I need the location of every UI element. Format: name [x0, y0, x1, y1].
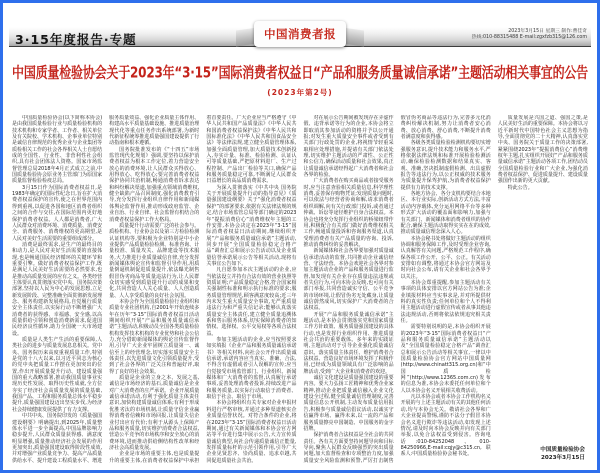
article-paragraph: 质量发展是兴国之道、强国之策,是人民美好生活的重要保障。本协会将以习近平新时代中国特色社会主义思想为指导,全面贯彻党的二十大精神,认真落实党中央、国务院关于质量工作的决策部署,紧紧围绕2023年“提振消费信心”消费维权年主题,扎实组织开展好“产品和服务质量诚信承诺”主题活动各项工作,团结动员全国质量检验行业和广大企业,为强化消费者权益保护、促进质量提升、建设质量强国作出新的更大贡献。 — [497, 115, 588, 185]
article-paragraph: 各地方协会、各分支机构要结合本地区、本行业实际,创新活动方式方法,丰富活动内容载体,充分运用网络平台等多种形式扩大活动的覆盖面和影响力,加强与有关部门、新闻媒体和消费者组织的协作配合,确保主题活动取得实实在在的成效,推动质量诚信理念深入人心。 — [400, 191, 491, 236]
article-paragraph: 质量提升行动需要广泛的社会参与。质检机构、行业协会以及第三方检验检测认证机构等,要积极为企业特别是中小企业提供产品质量检验检测、标准咨询、计量校准、质量攻关、品牌建设等技术服务,大力推进行业质量诚信自律,充分发挥新闻媒体舆论宣传和监督引导作用,用质量倒逼机制促进质量提升,依法曝光制售假冒伪劣商品等质量违法行为,让人民群众切实感受到质量提升行动的成果和变化,共同营造人人关心质量、人人创造质量、人人享受质量的良好社会氛围。 — [109, 222, 200, 299]
article-paragraph: 对在展示公告期间被发现存在弄虚作假、违背承诺等行为的企业,本协会将立即取消其参加活动的资格并予以公开通报;对发生重大质量安全事件或者受到有关部门行政处罚的企业,将视情节轻重采取相应处理措施,并提请有关部门依法处理,切实维护主题活动的严肃性、公正性和公信力,确保活动质量和社会效果,真正让质量诚信承诺经得起广大消费者和社会各界的检验。 — [303, 115, 394, 179]
date-line: 2023年3月15日 星期三 制作:曹佳奇 — [508, 29, 587, 34]
article-paragraph: 新闻媒体和社会各界要加强对质量诚信承诺活动的监督,共同推动企业诚信经营、守法经营。本协会欢迎社会各界对参加主题活动企业的产品和服务质量进行监督,如发现有关企业存在质量违法违规或者失信行为,可向本协会反映,也可向有关部门举报,共同营造诚实守信、公平竞争的市场环境,让假冒伪劣无处藏身,让质量诚信蔚然成风,切实保护广大消费者的合法权益。 — [303, 248, 394, 312]
article-paragraph: 广大消费者在购买商品或者接受服务时,应当注意查验相关质量信息,科学理性消费,妥善保存购物凭证;发现质量问题时,可以依法与经营者协商和解,请求消费者组织调解,向有关行政部门投诉,或者通过仲裁、诉讼等途径维护自身合法权益。本协会也将充分发挥行业组织的桥梁纽带作用,积极配合有关部门做好消费维权相关工作,畅通质量投诉和咨询服务渠道,认真受理消费者有关产品质量的咨询、投诉,推动消费纠纷的妥善解决。 — [303, 178, 394, 248]
section-label: 3·15年度报告·专题 — [15, 32, 137, 47]
article-paragraph: 本协会秘书处将做好主题活动的组织协调和服务保障工作,及时受理企业咨询,认真解答有关问题,严格规范工作程序,确保各项工作公开、公平、公正。有关活动安排如有调整,将通过本协会官方网站及时向社会公布,请有关企业和社会各界予以关注。 — [400, 235, 491, 280]
page-header — [3, 24, 597, 49]
article-paragraph: 特此公告。 — [507, 184, 533, 191]
contact-line: 热线:010-88315488 E-mail:zgxfzb315@126.com — [471, 35, 587, 41]
article-paragraph: 保护消费者合法权益是全社会的共同责任。各有关方面要坚持问题导向和目标导向,聚焦人民群众反映强烈的突出质量问题,加大监督检查和专项整治力度,加强质量安全风险监测和预警,严厉打击制售假冒伪劣商品等违法行为,完善多元化消费纠纷解决机制,努力让消费者安心消费、放心消费、舒心消费,不断提升消费者满意度和获得感。 — [303, 115, 491, 464]
article-paragraph: 本协会将组织有关专家对企业申报材料进行严格审核,并通过多种渠道核实企业质量信誉状况。对符合条件的企业,将在2023年“3·15”国际消费者权益日活动期间,通过有关新闻媒体和本协会官方网站等平台进行集中展示公告,大力宣传质量诚信典型,向社会传递质量诚信正能量,发挥质量标杆的示范引领作用,引导广大企业见贤思齐、崇尚质量、追求卓越,共同促进质量社会共治。 — [206, 400, 297, 464]
article-paragraph: 凡以本协会或者本协会工作机构名义开展的与上述主题活动有关的其他任何活动,均与本协会无关。敬请社会各界和广大企业提高警惕,谨防不法分子假冒本协会名义进行欺诈等违法活动,如发现上述情况,请及时向本协会反映并向有关部门举报,以免合法权益受到侵害。咨询电话:010-84252048、010-84250966,E-mail:cqjy@c315.cn,联系人:中国质量检验协会秘书处。 — [400, 394, 491, 458]
article-paragraph: 开展“产品和服务质量诚信承诺”主题活动,是本协会贯彻落实党和国家质量工作方针政策、服务质量强国建设的具体行动,也是发挥行业组织作用、推进质量社会共治的重要载体。多年来的实践证明,主题活动对于引导企业强化质量诚信意识、落实质量主体责任、维护消费者合法权益、营造良好市场环境发挥了积极作用,已经成为质量领域具有广泛影响的品牌活动,受到广大企业和消费者的欢迎。 — [303, 311, 394, 375]
article-paragraph: 中国质量检验协会(以下简称本协会)是由我国质量检验行业与质量检验机构的技术机构和专家学者、工作者、相关单位及有关院校、学术机构、企事业单位特别是诚信自律规范的优秀企业与企业集团等质检相关工作的社会各界相关人士自愿结成的全国性、行业性、非营利性社会组织,具有社会团体法人资格。国家市场监督管理总局2018年4月正式成立之前,中国质量检验协会原业务主管部门为原国家质量监督检验检疫总局。 — [12, 115, 103, 185]
signature-org: 中国质量检验协会 — [540, 447, 585, 453]
article-paragraph: 3月15日作为国际消费者权益日,是1983年确定的国际性纪念日,旨在扩大消费者权益保护的宣传,使之在世界范围内得到重视,以促进各国和地区消费者组织之间的合作与交往,在国际范围内更好地保护消费者权益。人人都是消费者,广大人民群众对消费环境、消费质量、消费安全、消费服务、消费维权的更高期望,是人民对美好生活需要的重要组成部分。 — [12, 184, 103, 242]
article-paragraph: 质量是企业的立身之本、发展之基,诚信是市场经济的基石,质量诚信是企业对广大消费者的庄严承诺。企业开展质量诚信承诺活动,有利于强化质量主体责任意识,加快构建质量诚信体系;有利于形成优胜劣汰的市场机制,让质量守信企业赢得消费者信赖和市场回报,让质量失信企业付出应有代价;有利于从源头上保障产品和服务质量,切实维护消费者合法权益,营造公平竞争的市场秩序和安全放心的消费环境,进而推动供给侧结构性改革和经济社会高质量发展。 — [109, 375, 200, 451]
article-paragraph: 为深入贯彻落实《中共中央 国务院关于开展质量提升行动的指导意见》《质量强国建设纲要》关于“强化消费者权益保护”的部署要求,依据有关法律法规的规定,结合市场监管总局等部门确定的2023年“提振消费信心”消费维权年主题的工作安排,本协会决定在2023年“3·15”国际消费者权益日活动期间,继续组织开展“产品和服务质量诚信承诺”主题活动,同步开展“全国质量检验稳定合格产品”调查汇总和展示公告活动以及企业质量信誉承诺展示公告等相关活动,现将有关事宜公告如下。 — [206, 184, 297, 267]
article-paragraph: 企业是市场的重要主体,也是质量提升的重要主体,在消费者权益保护中承担着首要责任。广大企业应当严格遵守《中华人民共和国产品质量法》《中华人民共和国消费者权益保护法》《中华人民共和国标准化法》《中华人民共和国食品安全法》等法律法规,建立健全质量管理体系,加强全面质量管理,加大质量技术创新投入,夯实计量、标准、检验检测、认证认可等质量基础,严把原材料进厂、生产过程控制、产品出厂检验等关口,确保产品和服务质量稳定可靠,不断满足人民群众日益增长的高品质消费需求。 — [109, 115, 297, 464]
masthead-title: 中国消费者报 — [264, 27, 336, 41]
article-columns — [12, 115, 588, 466]
article-paragraph: 诚信文化建设是质量强国建设的重要内容。要大力弘扬工匠精神和优秀企业家精神,推动企业把质量诚信融入企业文化建设全过程,健全质量诚信管理制度,完善质量信息公开机制,主动发布质量信用报告,积极参与质量诚信倡议活动,以诚实守信赢得市场、赢得未来,以一流的产品和服务质量擦亮中国制造、中国服务的金字招牌。 — [303, 375, 394, 432]
headline-subtitle: (2023年第2号) — [267, 88, 333, 97]
signature-block — [536, 446, 585, 462]
newspaper-page — [3, 3, 597, 470]
signature-date: 2023年3月15日 — [540, 455, 585, 461]
headline-title: 中国质量检验协会关于2023年“3·15”国际消费者权益日“产品和服务质量诚信承诺”主题活动相关事宜的公告 — [12, 63, 588, 81]
article-paragraph: 中共中央、国务院印发的《质量强国建设纲要》明确提出,到2025年,质量整体水平进一步全面提高,中国品牌影响力稳步提升,人民群众质量获得感、满意度明显增强,质量推动经济社会发展的作用更加突出,质量强国建设取得阶段性成效,并对增强产业质量竞争力、提高产品质量供给水平、提升建设工程质量水平、增进服务质量效益、强化企业质量主体作用、构建高水平质量基础设施、推进质量治理现代化等重点任务作出系统部署,为新时代新征程统筹推进质量强国建设提供了行动指南和根本遵循。 — [12, 115, 200, 464]
headline-block — [9, 61, 591, 98]
article-paragraph: 国务院批准发布的《“十四五”市场监管现代化规划》强调,要坚持以保护消费者权益为根本工作定位,着力营造安全放心的消费环境,让人民群众买得放心、用得放心、吃得放心;要完善消费者权益保护协同共治机制,畅通消费者诉求表达和纠纷解决渠道,加强重点领域消费维权,健全缺陷产品召回制度,强化消费教育引导,充分发挥行业组织自律作用和新闻媒体舆论监督作用,推动形成政府监管、企业自治、行业自律、社会监督有机结合的消费者权益保护工作大格局。 — [109, 146, 200, 223]
masthead — [254, 21, 346, 51]
article-paragraph: 参加主题活动的企业,应当按照要求如实填报《企业产品和服务质量诚信承诺书》等相关材料,向社会公开作出质量诚信承诺,承诺内容应当真实、准确、合法,不得含有虚假或者引人误解的宣传;应当自觉接受市场监管部门、行业组织、新闻媒体和广大消费者的监督,认真履行承诺事项,妥善处理消费者投诉,持续改进产品和服务质量,以实际行动取信于消费者、取信于社会、取信于市场。 — [206, 337, 297, 401]
article-paragraph: 消费是最终需求,是生产的最终目的和动力,是人民对美好生活需要的直接体现,也是畅通国民经济循环的关键环节和重要引擎。做好消费者权益保护工作,既是满足人民美好生活需要的必然要求,也是推动高质量发展的应有之义。各类经营主体要认真贯彻落实党中央、国务院决策部署,坚持以人民为中心的发展思想,立足新发展阶段、完整准确全面贯彻新发展理念、服务构建新发展格局,自觉履行质量安全主体责任,以实际行动不断增强广大消费者的获得感、幸福感、安全感,以高质量供给引领和创造消费新需求,促进国民经济良性循环,助力全国统一大市场建设。 — [12, 241, 103, 337]
article-paragraph: 质量是人类生产生活的重要保障,人类社会的进步与质量发展息息相关。党中央、国务院历来高度重视质量工作,特别是党的十八大以来,以习近平同志为核心的党中央把质量工作摆在更加突出的位置,作出开展质量提升行动、建设质量强国的重大战略部署,推动我国质量事业实现历史性发展、取得历史性成就,全方位夯实了经济社会高质量发展的质量基础,我国产品、工程和服务质量总体水平稳步提升,质量强国建设迈出坚实步伐,为经济社会持续健康发展提供了有力支撑。 — [12, 337, 103, 413]
masthead-badge — [254, 21, 346, 47]
header-info — [472, 29, 587, 42]
article-paragraph: 本协会作为全国质量检验行业组织和质量专业社团机构,自2001年开始连续多年在历年“3·15”国际消费者权益日活动期间组织开展“产品和服务质量诚信承诺”主题活动,积极动员全国各类质量检验机构发挥技术机构的专业优势和社会公信力,充分借助新闻媒体的舆论宣传监督作用,引导广大企业牢固树立质量第一、诚信至上的经营理念,切实落实质量安全主体责任,以先进质量文化引领质量提升,受到了社会各界的广泛关注和普遍好评,取得了良好的社会效果。 — [109, 298, 200, 375]
article-paragraph: 凡自愿参加本次主题活动的企业,应当依法设立并持有合法有效的营业执照等资质证明;产品质量稳定合格,符合国家相关强制性标准和明示执行标准的要求;服务质量管理规范,顾客满意度较高;近三年内未发生重大质量安全事故,无严重质量违法行为和严重失信记录;能够认真落实质量安全主体责任,建立健全质量追溯体系和售后服务体系,切实保障消费者的知情权、选择权、公平交易权等各项合法权益。 — [206, 267, 297, 337]
article-paragraph: 需要特别说明的是,本协会组织开展的2023年“3·15”国际消费者权益日“产品和服务质量诚信承诺”主题活动以及“全国质量检验稳定合格产品”调查汇总和展示公告活动等相关事宜,一律以中国质量检验协会官方网站中国质量网(http://www.chinatt315.org.cn)和“中国质检网”(http://www.12365.com.cn)发布的信息为准,本协会未委托任何单位和个人以本协会名义开展相关收费活动。 — [400, 324, 491, 394]
article-paragraph: 各级各类质量检验检测机构要切实增强服务意识,提升技术能力和服务水平,严格依据法律法规和标准开展检验检测活动,确保检验检测数据和结果真实、客观、准确,坚决抵制虚假检测、出具虚假报告等违法行为,以公正权威的技术服务为质量提升保驾护航,为消费者权益保护提供有力的技术支撑。 — [400, 140, 491, 191]
article-paragraph: 本协会郑重提醒,参加主题活动有关事项的具体安排以官方网站公告为准;企业填报材料应当实事求是,并对所提供材料的真实性负责;任何单位和个人不得利用主题活动进行虚假宣传或者从事其他违法违规活动,否则将依法依规追究相关责任。 — [400, 279, 491, 324]
